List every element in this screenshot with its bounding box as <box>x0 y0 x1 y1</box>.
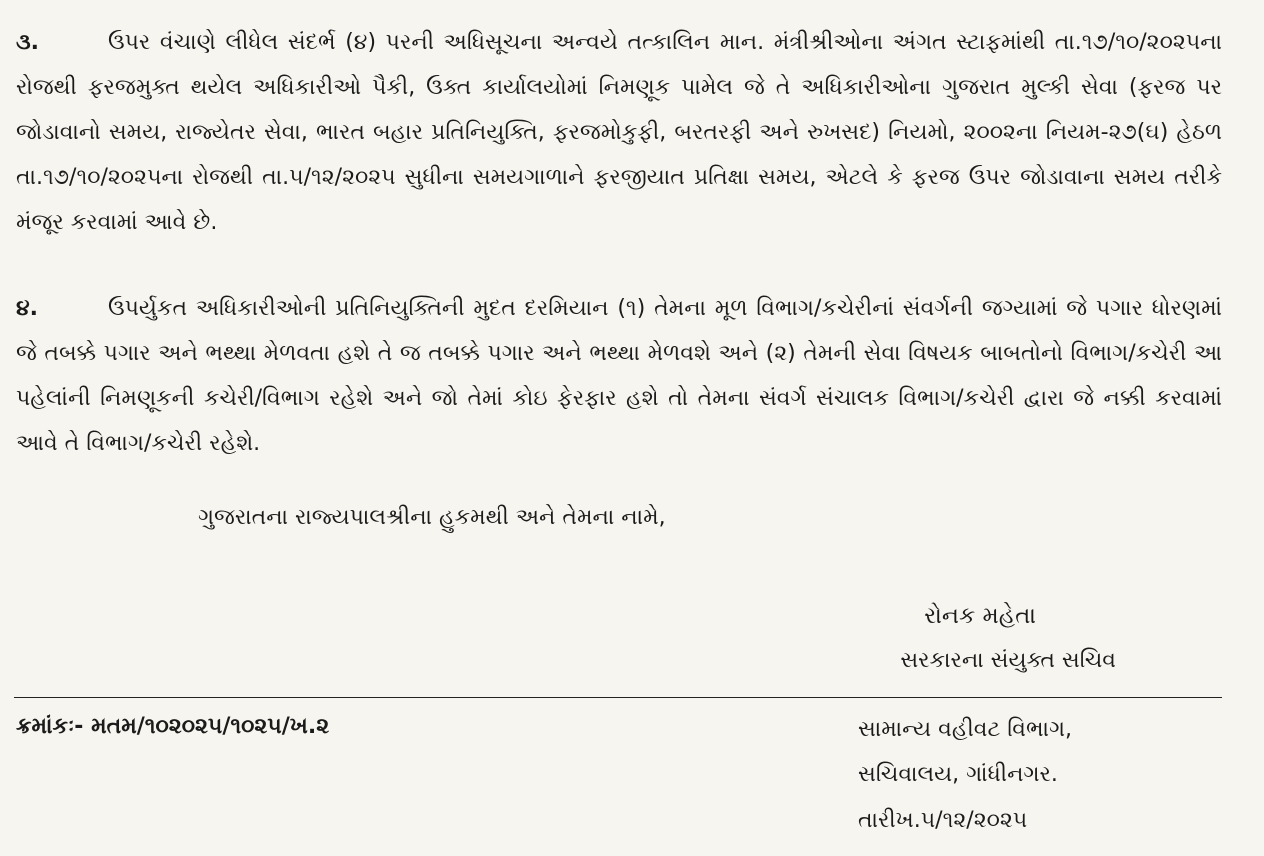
paragraph-3 <box>16 20 1222 245</box>
paragraph-text: ઉપર વંચાણે લીધેલ સંદર્ભ (૪) પરની અધિસૂચના અન્વયે તત્કાલિન માન. મંત્રીશ્રીઓના અંગત સ્ટાફમાંથી તા.૧૭/૧૦/૨૦૨૫ના રોજથી ફરજમુક્ત થયેલ અધિકારીઓ પૈકી, ઉક્ત કાર્યાલયોમાં નિમણૂક પામેલ જે તે અધિકારીઓના ગુજરાત મુલ્કી સેવા (ફરજ પર જોડાવાનો સમય, રાજ્યેતર સેવા, ભારત બહાર પ્રતિનિયુક્તિ, ફરજમોકુફી, બરતરફી અને રુખસદ) નિયમો, ૨૦૦૨ના નિયમ-૨૭(ઘ) હેઠળ તા.૧૭/૧૦/૨૦૨૫ના રોજથી તા.૫/૧૨/૨૦૨૫ સુધીના સમયગાળાને ફરજીયાત પ્રતિક્ષા સમય, એટલે કે ફરજ ઉપર જોડાવાના સમય તરીકે મંજૂર કરવામાં આવે છે. <box>16 30 1222 235</box>
paragraph-number: ૪. <box>16 296 38 321</box>
address-location: સચિવાલય, ગાંધીનગર. <box>858 762 1058 787</box>
paragraph-4 <box>16 286 1222 466</box>
address-department: સામાન્ય વહીવટ વિભાગ, <box>858 717 1073 742</box>
closing-line: ગુજરાતના રાજ્યપાલશ્રીના હુકમથી અને તેમના નામે, <box>198 505 666 530</box>
address-date: તારીખ.૫/૧૨/૨૦૨૫ <box>858 808 1028 833</box>
signatory-title: સરકારના સંયુક્ત સચિવ <box>900 648 1116 673</box>
reference-number: ક્રમાંકઃ- મતમ/૧૦૨૦૨૫/૧૦૨૫/ખ.૨ <box>16 714 330 739</box>
signatory-name: રોનક મહેતા <box>924 603 1036 629</box>
divider <box>14 697 1222 698</box>
paragraph-number: ૩. <box>16 30 40 55</box>
paragraph-text: ઉપર્યુકત અધિકારીઓની પ્રતિનિયુક્તિની મુદત દરમિયાન (૧) તેમના મૂળ વિભાગ/કચેરીનાં સંવર્ગની જગ્યામાં જે પગાર ધોરણમાં જે તબક્કે પગાર અને ભથ્થા મેળવતા હશે તે જ તબક્કે પગાર અને ભથ્થા મેળવશે અને (૨) તેમની સેવા વિષયક બાબતોનો વિભાગ/કચેરી આ પહેલાંની નિમણૂકની કચેરી/વિભાગ રહેશે અને જો તેમાં કોઇ ફેરફાર હશે તો તેમના સંવર્ગ સંચાલક વિભાગ/કચેરી દ્વારા જે નક્કી કરવામાં આવે તે વિભાગ/કચેરી રહેશે. <box>16 296 1222 456</box>
